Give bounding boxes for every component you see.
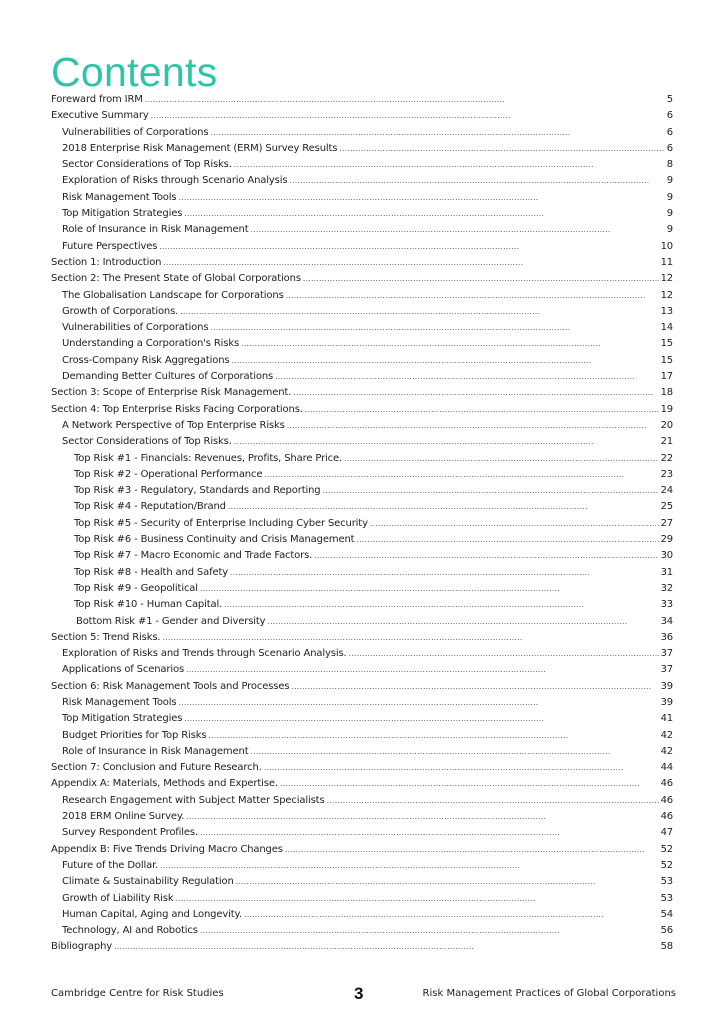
- toc-entry-page: 34: [660, 615, 673, 627]
- toc-entry-page: 15: [660, 338, 673, 350]
- toc-entry-label: Top Risk #3 - Regulatory, Standards and Reporting: [74, 485, 321, 497]
- toc-entry-page: 23: [660, 468, 673, 480]
- toc-entry-label: Section 2: The Present State of Global Corporations: [51, 273, 301, 285]
- toc-entry-label: Top Risk #9 - Geopolitical: [74, 582, 198, 594]
- toc-entry-label: Bibliography: [51, 941, 113, 953]
- toc-entry-page: 5: [666, 94, 673, 105]
- dot-leader: [234, 157, 665, 173]
- toc-entry-page: 9: [666, 191, 673, 203]
- dot-leader: [145, 92, 665, 108]
- toc-entry-page: 30: [660, 550, 673, 562]
- toc-entry-label: Applications of Scenarios: [62, 664, 185, 676]
- toc-entry-page: 36: [660, 631, 673, 643]
- dot-leader: [200, 581, 659, 597]
- toc-entry[interactable]: [51, 336, 673, 352]
- toc-entry-label: Sector Considerations of Top Risks.: [62, 159, 232, 171]
- dot-leader: [163, 255, 658, 271]
- dot-leader: [370, 516, 659, 532]
- toc-entry-label: Appendix B: Five Trends Driving Macro Changes: [51, 843, 283, 855]
- toc-entry[interactable]: [51, 157, 673, 173]
- toc-entry-page: 11: [660, 256, 673, 268]
- toc-entry[interactable]: [51, 320, 673, 336]
- toc-entry-page: 39: [660, 696, 673, 708]
- toc-entry-page: 52: [660, 859, 673, 871]
- dot-leader: [241, 336, 659, 352]
- toc-entry-page: 9: [666, 175, 673, 187]
- toc-entry[interactable]: [51, 923, 673, 939]
- dot-leader: [293, 385, 658, 401]
- toc-entry[interactable]: [51, 451, 673, 467]
- toc-entry-page: 37: [660, 664, 673, 676]
- toc-entry[interactable]: [51, 597, 673, 613]
- dot-leader: [200, 825, 659, 841]
- toc-entry-page: 24: [660, 485, 673, 497]
- toc-entry-label: Human Capital, Aging and Longevity.: [62, 908, 242, 920]
- toc-entry-page: 33: [660, 599, 673, 611]
- toc-entry-label: Top Risk #8 - Health and Safety: [74, 566, 229, 578]
- toc-entry-page: 53: [660, 892, 673, 904]
- dot-leader: [327, 793, 659, 809]
- toc-entry[interactable]: [51, 891, 673, 907]
- toc-entry-page: 12: [660, 273, 673, 285]
- dot-leader: [344, 451, 659, 467]
- toc-entry-page: 13: [660, 305, 673, 317]
- toc-entry[interactable]: [51, 222, 673, 238]
- toc-entry-page: 41: [660, 713, 673, 725]
- dot-leader: [151, 108, 665, 124]
- dot-leader: [186, 662, 659, 678]
- toc-entry[interactable]: [51, 516, 673, 532]
- toc-entry[interactable]: [51, 858, 673, 874]
- toc-entry[interactable]: [51, 255, 673, 271]
- toc-entry-label: Sector Considerations of Top Risks.: [62, 436, 232, 448]
- toc-entry-page: 37: [660, 648, 673, 660]
- toc-entry-page: 8: [666, 159, 673, 171]
- toc-entry-label: 2018 ERM Online Survey.: [62, 811, 185, 823]
- toc-entry-label: Top Risk #1 - Financials: Revenues, Profits, Share Price.: [74, 452, 343, 464]
- toc-entry[interactable]: [51, 548, 673, 564]
- toc-entry-page: 46: [660, 811, 673, 823]
- toc-entry-label: Role of Insurance in Risk Management: [62, 745, 249, 757]
- toc-entry-label: Section 3: Scope of Enterprise Risk Management.: [51, 387, 292, 399]
- toc-entry[interactable]: [51, 809, 673, 825]
- toc-entry-page: 20: [660, 419, 673, 431]
- toc-entry-page: 47: [660, 827, 673, 839]
- toc-entry-label: 2018 Enterprise Risk Management (ERM) Survey Results: [62, 142, 338, 154]
- table-of-contents: [51, 92, 673, 956]
- toc-entry-page: 17: [660, 371, 673, 383]
- toc-entry[interactable]: [51, 369, 673, 385]
- toc-entry-label: The Globalisation Landscape for Corporations: [62, 289, 284, 301]
- toc-entry-page: 39: [660, 680, 673, 692]
- dot-leader: [264, 467, 658, 483]
- dot-leader: [210, 125, 664, 141]
- toc-entry-page: 52: [660, 843, 673, 855]
- toc-entry-label: Future of the Dollar.: [62, 859, 159, 871]
- toc-entry-label: Section 6: Risk Management Tools and Processes: [51, 680, 290, 692]
- toc-entry-label: Foreward from IRM: [51, 94, 143, 105]
- dot-leader: [180, 304, 658, 320]
- toc-entry[interactable]: [51, 173, 673, 189]
- toc-entry-page: 56: [660, 925, 673, 937]
- dot-leader: [280, 776, 659, 792]
- toc-entry-label: Bottom Risk #1 - Gender and Diversity: [76, 615, 266, 627]
- toc-entry[interactable]: [51, 874, 673, 890]
- toc-entry-label: Top Risk #6 - Business Continuity and Crisis Management: [74, 534, 355, 546]
- toc-entry-label: Top Risk #5 - Security of Enterprise Including Cyber Security: [74, 517, 368, 529]
- toc-entry[interactable]: [51, 679, 673, 695]
- toc-entry-label: Growth of Corporations.: [62, 305, 179, 317]
- toc-entry-label: Cross-Company Risk Aggregations: [62, 354, 230, 366]
- toc-entry[interactable]: [51, 125, 673, 141]
- toc-entry-label: Technology, AI and Robotics: [62, 925, 198, 937]
- toc-entry[interactable]: [51, 141, 673, 157]
- toc-entry-page: 21: [660, 436, 673, 448]
- toc-entry-page: 14: [660, 322, 673, 334]
- toc-entry-page: 9: [666, 208, 673, 220]
- toc-entry-label: Section 4: Top Enterprise Risks Facing Corporations.: [51, 403, 303, 415]
- toc-entry[interactable]: [51, 614, 673, 630]
- dot-leader: [275, 369, 658, 385]
- toc-entry[interactable]: [51, 385, 673, 401]
- dot-leader: [210, 320, 658, 336]
- toc-entry-page: 19: [660, 403, 673, 415]
- toc-entry-label: Appendix A: Materials, Methods and Expertise.: [51, 778, 278, 790]
- dot-leader: [230, 565, 659, 581]
- toc-entry-page: 44: [660, 762, 673, 774]
- dot-leader: [349, 646, 659, 662]
- toc-entry[interactable]: [51, 776, 673, 792]
- toc-entry-page: 46: [660, 794, 673, 806]
- toc-entry-label: Understanding a Corporation's Risks: [62, 338, 240, 350]
- toc-entry-label: Top Risk #2 - Operational Performance: [74, 468, 263, 480]
- toc-entry-page: 9: [666, 224, 673, 236]
- toc-entry-label: Top Risk #10 - Human Capital.: [74, 599, 223, 611]
- toc-entry-label: Climate & Sustainability Regulation: [62, 876, 234, 888]
- toc-entry[interactable]: [51, 92, 673, 108]
- toc-entry-label: Executive Summary: [51, 110, 149, 122]
- dot-leader: [176, 891, 659, 907]
- dot-leader: [231, 353, 658, 369]
- toc-entry[interactable]: [51, 939, 673, 955]
- toc-entry[interactable]: [51, 630, 673, 646]
- dot-leader: [250, 744, 658, 760]
- dot-leader: [200, 923, 659, 939]
- toc-entry[interactable]: [51, 695, 673, 711]
- dot-leader: [339, 141, 664, 157]
- toc-entry[interactable]: [51, 646, 673, 662]
- toc-entry-page: 53: [660, 876, 673, 888]
- toc-entry[interactable]: [51, 728, 673, 744]
- toc-entry-label: Survey Respondent Profiles.: [62, 827, 198, 839]
- toc-entry[interactable]: [51, 271, 673, 287]
- toc-entry[interactable]: [51, 304, 673, 320]
- toc-entry-page: 54: [660, 908, 673, 920]
- dot-leader: [267, 614, 658, 630]
- dot-leader: [234, 434, 659, 450]
- toc-entry-page: 18: [660, 387, 673, 399]
- toc-entry[interactable]: [51, 402, 673, 418]
- toc-entry-page: 42: [660, 729, 673, 741]
- dot-leader: [322, 483, 658, 499]
- dot-leader: [291, 679, 658, 695]
- toc-entry[interactable]: [51, 565, 673, 581]
- toc-entry-label: Research Engagement with Subject Matter Specialists: [62, 794, 325, 806]
- toc-entry[interactable]: [51, 532, 673, 548]
- dot-leader: [224, 597, 658, 613]
- toc-entry-label: Vulnerabilities of Corporations: [62, 126, 209, 138]
- toc-entry-page: 27: [660, 517, 673, 529]
- toc-entry-label: Exploration of Risks through Scenario Analysis: [62, 175, 288, 187]
- toc-entry[interactable]: [51, 108, 673, 124]
- dot-leader: [208, 728, 658, 744]
- toc-entry-label: Top Mitigation Strategies: [62, 713, 183, 725]
- toc-entry[interactable]: [51, 239, 673, 255]
- toc-entry-label: Vulnerabilities of Corporations: [62, 322, 209, 334]
- toc-entry-page: 58: [660, 941, 673, 953]
- toc-entry[interactable]: [51, 190, 673, 206]
- toc-entry-label: Growth of Liability Risk: [62, 892, 174, 904]
- dot-leader: [305, 402, 659, 418]
- footer-document-title: Risk Management Practices of Global Corporations: [422, 988, 676, 999]
- dot-leader: [186, 809, 658, 825]
- toc-entry[interactable]: [51, 793, 673, 809]
- toc-entry-label: A Network Perspective of Top Enterprise Risks: [62, 419, 285, 431]
- toc-entry-page: 6: [666, 110, 673, 122]
- dot-leader: [285, 842, 659, 858]
- dot-leader: [303, 271, 659, 287]
- dot-leader: [314, 548, 658, 564]
- toc-entry[interactable]: [51, 467, 673, 483]
- toc-entry[interactable]: [51, 353, 673, 369]
- toc-entry-label: Exploration of Risks and Trends through Scenario Analysis.: [62, 648, 347, 660]
- dot-leader: [178, 190, 664, 206]
- dot-leader: [184, 711, 658, 727]
- toc-entry-page: 10: [660, 240, 673, 252]
- toc-entry-label: Top Mitigation Strategies: [62, 208, 183, 220]
- toc-entry-page: 25: [660, 501, 673, 513]
- toc-entry[interactable]: [51, 206, 673, 222]
- footer-page-number: 3: [354, 984, 364, 1003]
- dot-leader: [289, 173, 664, 189]
- toc-entry-label: Section 1: Introduction: [51, 256, 162, 268]
- toc-entry-label: Section 5: Trend Risks.: [51, 631, 161, 643]
- toc-entry[interactable]: [51, 288, 673, 304]
- toc-entry[interactable]: [51, 434, 673, 450]
- dot-leader: [244, 907, 659, 923]
- toc-entry[interactable]: [51, 581, 673, 597]
- toc-entry[interactable]: [51, 907, 673, 923]
- toc-entry[interactable]: [51, 711, 673, 727]
- toc-entry-page: 31: [660, 566, 673, 578]
- toc-entry[interactable]: [51, 418, 673, 434]
- dot-leader: [356, 532, 658, 548]
- footer-organization: Cambridge Centre for Risk Studies: [51, 988, 224, 999]
- toc-entry[interactable]: [51, 842, 673, 858]
- toc-entry-page: 42: [660, 745, 673, 757]
- toc-entry-label: Section 7: Conclusion and Future Research.: [51, 762, 262, 774]
- dot-leader: [236, 874, 659, 890]
- dot-leader: [162, 630, 658, 646]
- toc-entry-label: Top Risk #7 - Macro Economic and Trade Factors.: [74, 550, 313, 562]
- toc-entry-page: 22: [660, 452, 673, 464]
- dot-leader: [160, 858, 658, 874]
- toc-entry-label: Budget Priorities for Top Risks: [62, 729, 207, 741]
- toc-entry-page: 15: [660, 354, 673, 366]
- dot-leader: [159, 239, 658, 255]
- toc-entry-page: 6: [666, 126, 673, 138]
- toc-entry-label: Role of Insurance in Risk Management: [62, 224, 249, 236]
- toc-entry-label: Top Risk #4 - Reputation/Brand: [74, 501, 226, 513]
- toc-entry[interactable]: [51, 744, 673, 760]
- toc-entry-page: 12: [660, 289, 673, 301]
- toc-entry[interactable]: [51, 760, 673, 776]
- toc-entry-page: 6: [666, 142, 673, 154]
- dot-leader: [178, 695, 658, 711]
- dot-leader: [114, 939, 659, 955]
- dot-leader: [286, 288, 659, 304]
- toc-entry-label: Demanding Better Cultures of Corporations: [62, 371, 274, 383]
- toc-entry-page: 29: [660, 534, 673, 546]
- toc-entry[interactable]: [51, 499, 673, 515]
- toc-entry-label: Risk Management Tools: [62, 696, 177, 708]
- toc-entry-page: 32: [660, 582, 673, 594]
- toc-entry-page: 46: [660, 778, 673, 790]
- page-title: Contents: [51, 49, 218, 95]
- dot-leader: [228, 499, 659, 515]
- toc-entry[interactable]: [51, 483, 673, 499]
- dot-leader: [184, 206, 664, 222]
- dot-leader: [287, 418, 659, 434]
- toc-entry-label: Risk Management Tools: [62, 191, 177, 203]
- toc-entry-label: Future Perspectives: [62, 240, 158, 252]
- toc-entry[interactable]: [51, 825, 673, 841]
- dot-leader: [250, 222, 664, 238]
- toc-entry[interactable]: [51, 662, 673, 678]
- dot-leader: [264, 760, 659, 776]
